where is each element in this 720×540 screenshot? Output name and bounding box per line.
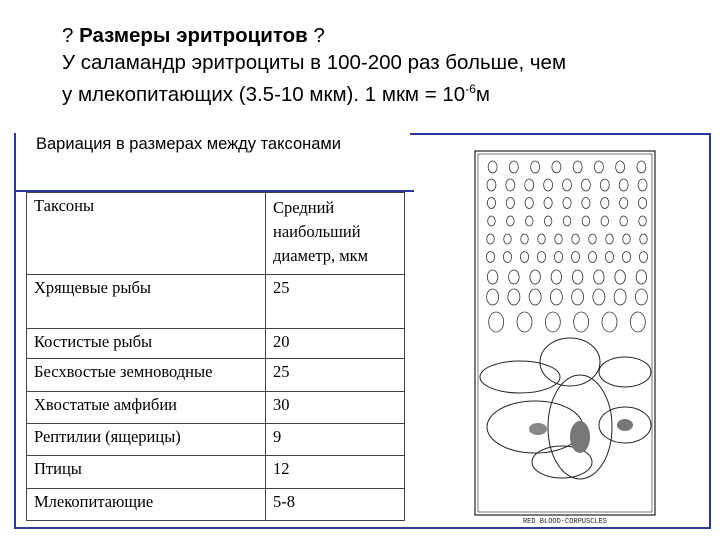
- small-cell: [544, 179, 553, 191]
- figure-caption: RED BLOOD-CORPUSCLES: [522, 518, 608, 525]
- small-cell: [601, 198, 609, 209]
- small-cell: [503, 252, 511, 263]
- small-cell: [606, 234, 614, 244]
- table-cell-taxon: Рептилии (ящерицы): [27, 424, 266, 456]
- small-cell: [529, 289, 541, 305]
- small-cell: [545, 312, 560, 332]
- small-cell: [623, 234, 631, 244]
- table-row: [27, 392, 405, 424]
- small-cell: [487, 270, 498, 284]
- small-cell: [602, 312, 617, 332]
- small-cell: [520, 252, 528, 263]
- small-cell: [572, 270, 583, 284]
- table-header-row: [27, 193, 405, 275]
- small-cell: [600, 179, 609, 191]
- large-cells-group: [480, 338, 651, 479]
- small-cell: [589, 234, 597, 244]
- small-cell: [487, 234, 495, 244]
- small-cell: [509, 270, 520, 284]
- table-cell-taxon: Костистые рыбы: [27, 329, 266, 359]
- plate-border: [475, 151, 655, 515]
- small-cell: [615, 270, 626, 284]
- small-cells-grid: [486, 161, 647, 332]
- large-cell-nucleus: [570, 421, 590, 453]
- table-cell-taxon: Млекопитающие: [27, 489, 266, 521]
- small-cell: [563, 198, 571, 209]
- title-question-mark-right: ?: [313, 24, 325, 47]
- table-cell-taxon: Птицы: [27, 456, 266, 489]
- table-cell-value: 9: [266, 424, 405, 456]
- small-cell: [639, 216, 647, 226]
- small-cell: [487, 198, 495, 209]
- small-cell: [507, 216, 514, 226]
- blood-corpuscles-illustration: [420, 137, 708, 525]
- small-cell: [530, 270, 541, 284]
- small-cell: [488, 216, 496, 226]
- table-cell-taxon: Хрящевые рыбы: [27, 275, 266, 329]
- small-cell: [489, 312, 504, 332]
- corpuscles-drawing: [420, 137, 708, 525]
- small-cell: [504, 234, 512, 244]
- small-cell: [554, 252, 562, 263]
- small-cell: [551, 270, 562, 284]
- title-line-1: [62, 22, 566, 49]
- small-cell: [638, 198, 646, 209]
- small-cell: [550, 289, 562, 305]
- small-cell: [544, 216, 552, 226]
- small-cell: [525, 179, 534, 191]
- small-cell: [639, 252, 647, 263]
- small-cell: [506, 179, 515, 191]
- table-row: [27, 456, 405, 489]
- small-cell: [525, 198, 533, 209]
- small-cell: [531, 161, 540, 173]
- slide-title: [62, 22, 566, 108]
- small-cell: [572, 289, 584, 305]
- small-cell: [574, 312, 589, 332]
- small-cell: [594, 270, 605, 284]
- small-cell: [521, 234, 529, 244]
- small-cell: [637, 161, 646, 173]
- small-cell: [488, 161, 497, 173]
- small-cell: [487, 289, 499, 305]
- small-cell: [544, 198, 552, 209]
- table-row: [27, 359, 405, 392]
- title-question-mark-left: ?: [62, 24, 74, 47]
- table-row: [27, 275, 405, 329]
- large-cell-outline: [540, 338, 600, 386]
- small-cell: [572, 234, 580, 244]
- header-diameter-label: Средний наибольший диаметр, мкм: [273, 198, 369, 265]
- large-cell-nucleus: [529, 423, 547, 435]
- small-cell: [486, 252, 494, 263]
- table-header-cell: Таксоны: [27, 193, 266, 275]
- small-cell: [537, 252, 545, 263]
- table-cell-value: 20: [266, 329, 405, 359]
- small-cell: [638, 179, 647, 191]
- title-line-2: У саламандр эритроциты в 100-200 раз больше, чем: [62, 51, 567, 74]
- small-cell: [525, 216, 533, 226]
- small-cell: [581, 179, 590, 191]
- section-subtitle: Вариация в размерах между таксонами: [36, 135, 341, 153]
- table-cell-value: 5-8: [266, 489, 405, 521]
- small-cell: [620, 216, 628, 226]
- table-cell-taxon: Бесхвостые земноводные: [27, 359, 266, 392]
- table-cell-taxon: Хвостатые амфибии: [27, 392, 266, 424]
- small-cell: [563, 179, 572, 191]
- small-cell: [487, 179, 496, 191]
- table-cell-value: 12: [266, 456, 405, 489]
- small-cell: [594, 161, 603, 173]
- title-unit: м: [475, 82, 490, 106]
- small-cell: [588, 252, 596, 263]
- small-cell: [508, 289, 520, 305]
- table-cell-value: 30: [266, 392, 405, 424]
- small-cell: [635, 289, 647, 305]
- blue-frame-top-edge: [410, 133, 711, 135]
- small-cell: [619, 179, 628, 191]
- small-cell: [552, 161, 561, 173]
- large-cell-outline: [480, 361, 560, 393]
- table-header-cell: [266, 193, 405, 275]
- table-row: [27, 424, 405, 456]
- small-cell: [620, 198, 628, 209]
- small-cell: [614, 289, 626, 305]
- small-cell: [640, 234, 648, 244]
- taxa-table: [26, 192, 405, 521]
- title-bold-text: Размеры эритроцитов: [79, 24, 308, 47]
- small-cell: [517, 312, 532, 332]
- title-exponent: -6: [465, 82, 476, 96]
- large-cell-nucleus: [617, 419, 633, 431]
- title-line-3-text: у млекопитающих (3.5-10 мкм). 1 мкм = 10: [62, 82, 466, 106]
- small-cell: [573, 161, 582, 173]
- table-cell-value: 25: [266, 275, 405, 329]
- small-cell: [538, 234, 546, 244]
- small-cell: [616, 161, 625, 173]
- table-row: [27, 329, 405, 359]
- small-cell: [582, 216, 590, 226]
- large-cell-outline: [599, 357, 651, 387]
- small-cell: [509, 161, 518, 173]
- table-cell-value: 25: [266, 359, 405, 392]
- small-cell: [593, 289, 605, 305]
- small-cell: [555, 234, 563, 244]
- small-cell: [506, 198, 514, 209]
- title-line-3: [62, 76, 566, 108]
- small-cell: [630, 312, 645, 332]
- table-row: [27, 489, 405, 521]
- small-cell: [563, 216, 571, 226]
- small-cell: [605, 252, 613, 263]
- small-cell: [601, 216, 609, 226]
- small-cell: [622, 252, 630, 263]
- small-cell: [571, 252, 579, 263]
- small-cell: [582, 198, 590, 209]
- small-cell: [636, 270, 647, 284]
